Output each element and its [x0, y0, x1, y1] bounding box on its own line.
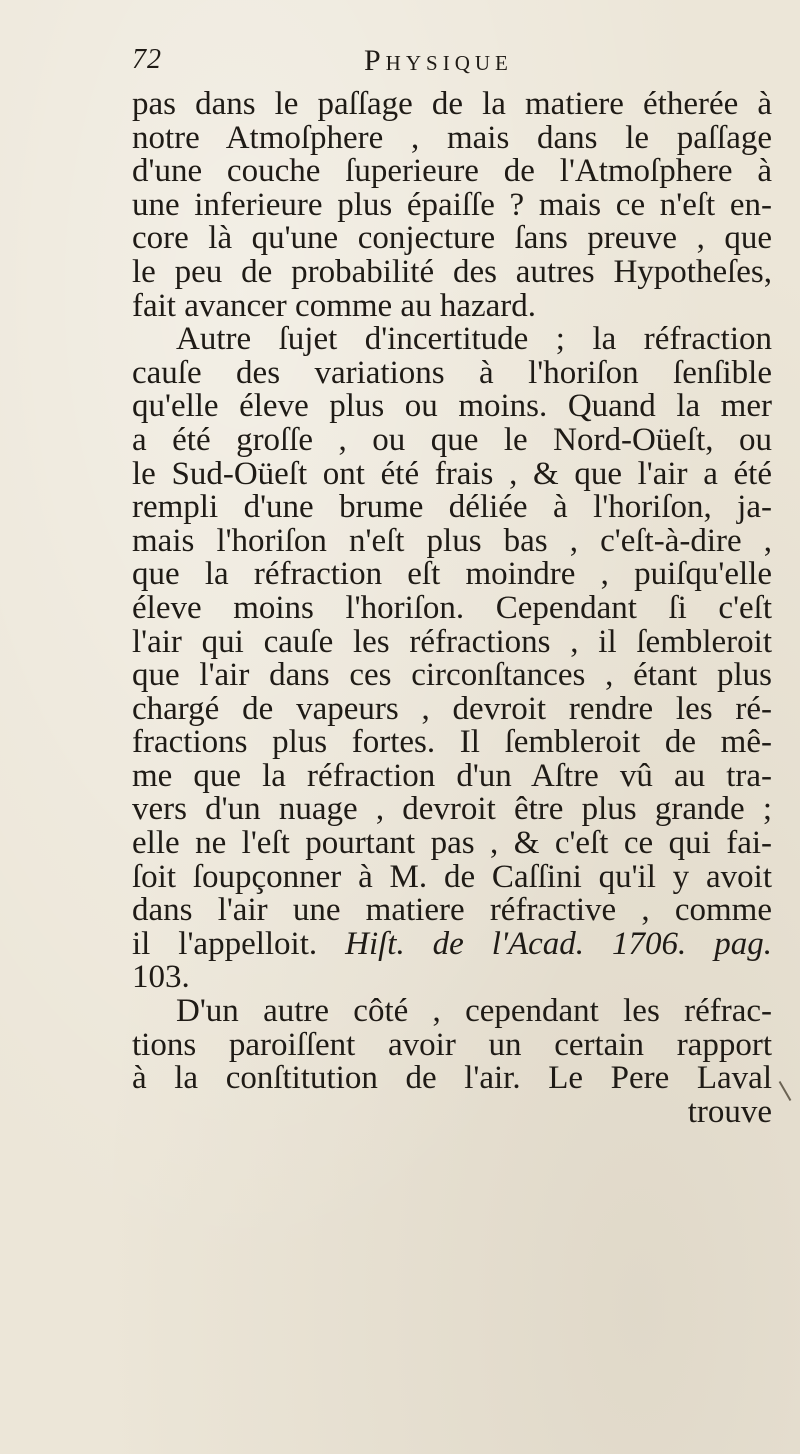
- text-line: rempli d'une brume déliée à l'horiſon, ja-: [132, 489, 772, 526]
- text-line: dans l'air une matiere réfractive , comme: [132, 892, 772, 929]
- margin-mark: [779, 1081, 792, 1101]
- text-line: vers d'un nuage , devroit être plus grande ;: [132, 791, 772, 828]
- text-line: cauſe des variations à l'horiſon ſenſible: [132, 354, 772, 391]
- text-line: me que la réfraction d'un Aſtre vû au tra-: [132, 757, 772, 794]
- reference-line: [132, 925, 772, 962]
- text-line: Autre ſujet d'incertitude ; la réfraction: [176, 321, 772, 358]
- catchword: trouve: [687, 1093, 772, 1130]
- text-line: pas dans le paſſage de la matiere étherée à: [132, 86, 772, 122]
- text-line: ſoit ſoupçonner à M. de Caſſini qu'il y avoit: [132, 858, 772, 895]
- text-line: une inferieure plus épaiſſe ? mais ce n'eſt en-: [132, 186, 772, 223]
- text-line: notre Atmoſphere , mais dans le paſſage: [132, 119, 772, 156]
- running-head: Physique: [364, 44, 513, 77]
- body-text: [132, 88, 772, 1129]
- text-line: le Sud-Oüeſt ont été frais , & que l'air a été: [132, 455, 772, 492]
- text-line: le peu de probabilité des autres Hypotheſes,: [132, 253, 772, 290]
- text-line: core là qu'une conjecture ſans preuve , que: [132, 220, 772, 257]
- text-line: l'air qui cauſe les réfractions , il ſembleroit: [132, 623, 772, 660]
- text-line: elle ne l'eſt pourtant pas , & c'eſt ce qui fai-: [132, 825, 772, 862]
- text-line: chargé de vapeurs , devroit rendre les ré-: [132, 690, 772, 727]
- text-line: fait avancer comme au hazard.: [132, 287, 537, 324]
- text-line: mais l'horiſon n'eſt plus bas , c'eſt-à-dire ,: [132, 522, 772, 559]
- text-line: que la réfraction eſt moindre , puiſqu'elle: [132, 556, 772, 593]
- text-line: d'une couche ſuperieure de l'Atmoſphere à: [132, 153, 772, 190]
- text-line: éleve moins l'horiſon. Cependant ſi c'eſt: [132, 589, 772, 626]
- text-line: à la conſtitution de l'air. Le Pere Laval: [132, 1060, 772, 1097]
- text-line: 103.: [132, 959, 190, 996]
- page-header: [132, 44, 772, 88]
- text-line: que l'air dans ces circonſtances , étant plus: [132, 657, 772, 694]
- text-line: fractions plus fortes. Il ſembleroit de mê-: [132, 724, 772, 761]
- text-line: D'un autre côté , cependant les réfrac-: [176, 993, 772, 1030]
- page-number: 72: [132, 44, 162, 75]
- reference-prefix: il l'appelloit.: [132, 925, 346, 962]
- text-line: a été groſſe , ou que le Nord-Oüeſt, ou: [132, 421, 772, 458]
- reference-citation: Hiſt. de l'Acad. 1706. pag.: [345, 925, 772, 962]
- text-line: qu'elle éleve plus ou moins. Quand la mer: [132, 388, 772, 425]
- text-line: tions paroiſſent avoir un certain rapport: [132, 1026, 772, 1063]
